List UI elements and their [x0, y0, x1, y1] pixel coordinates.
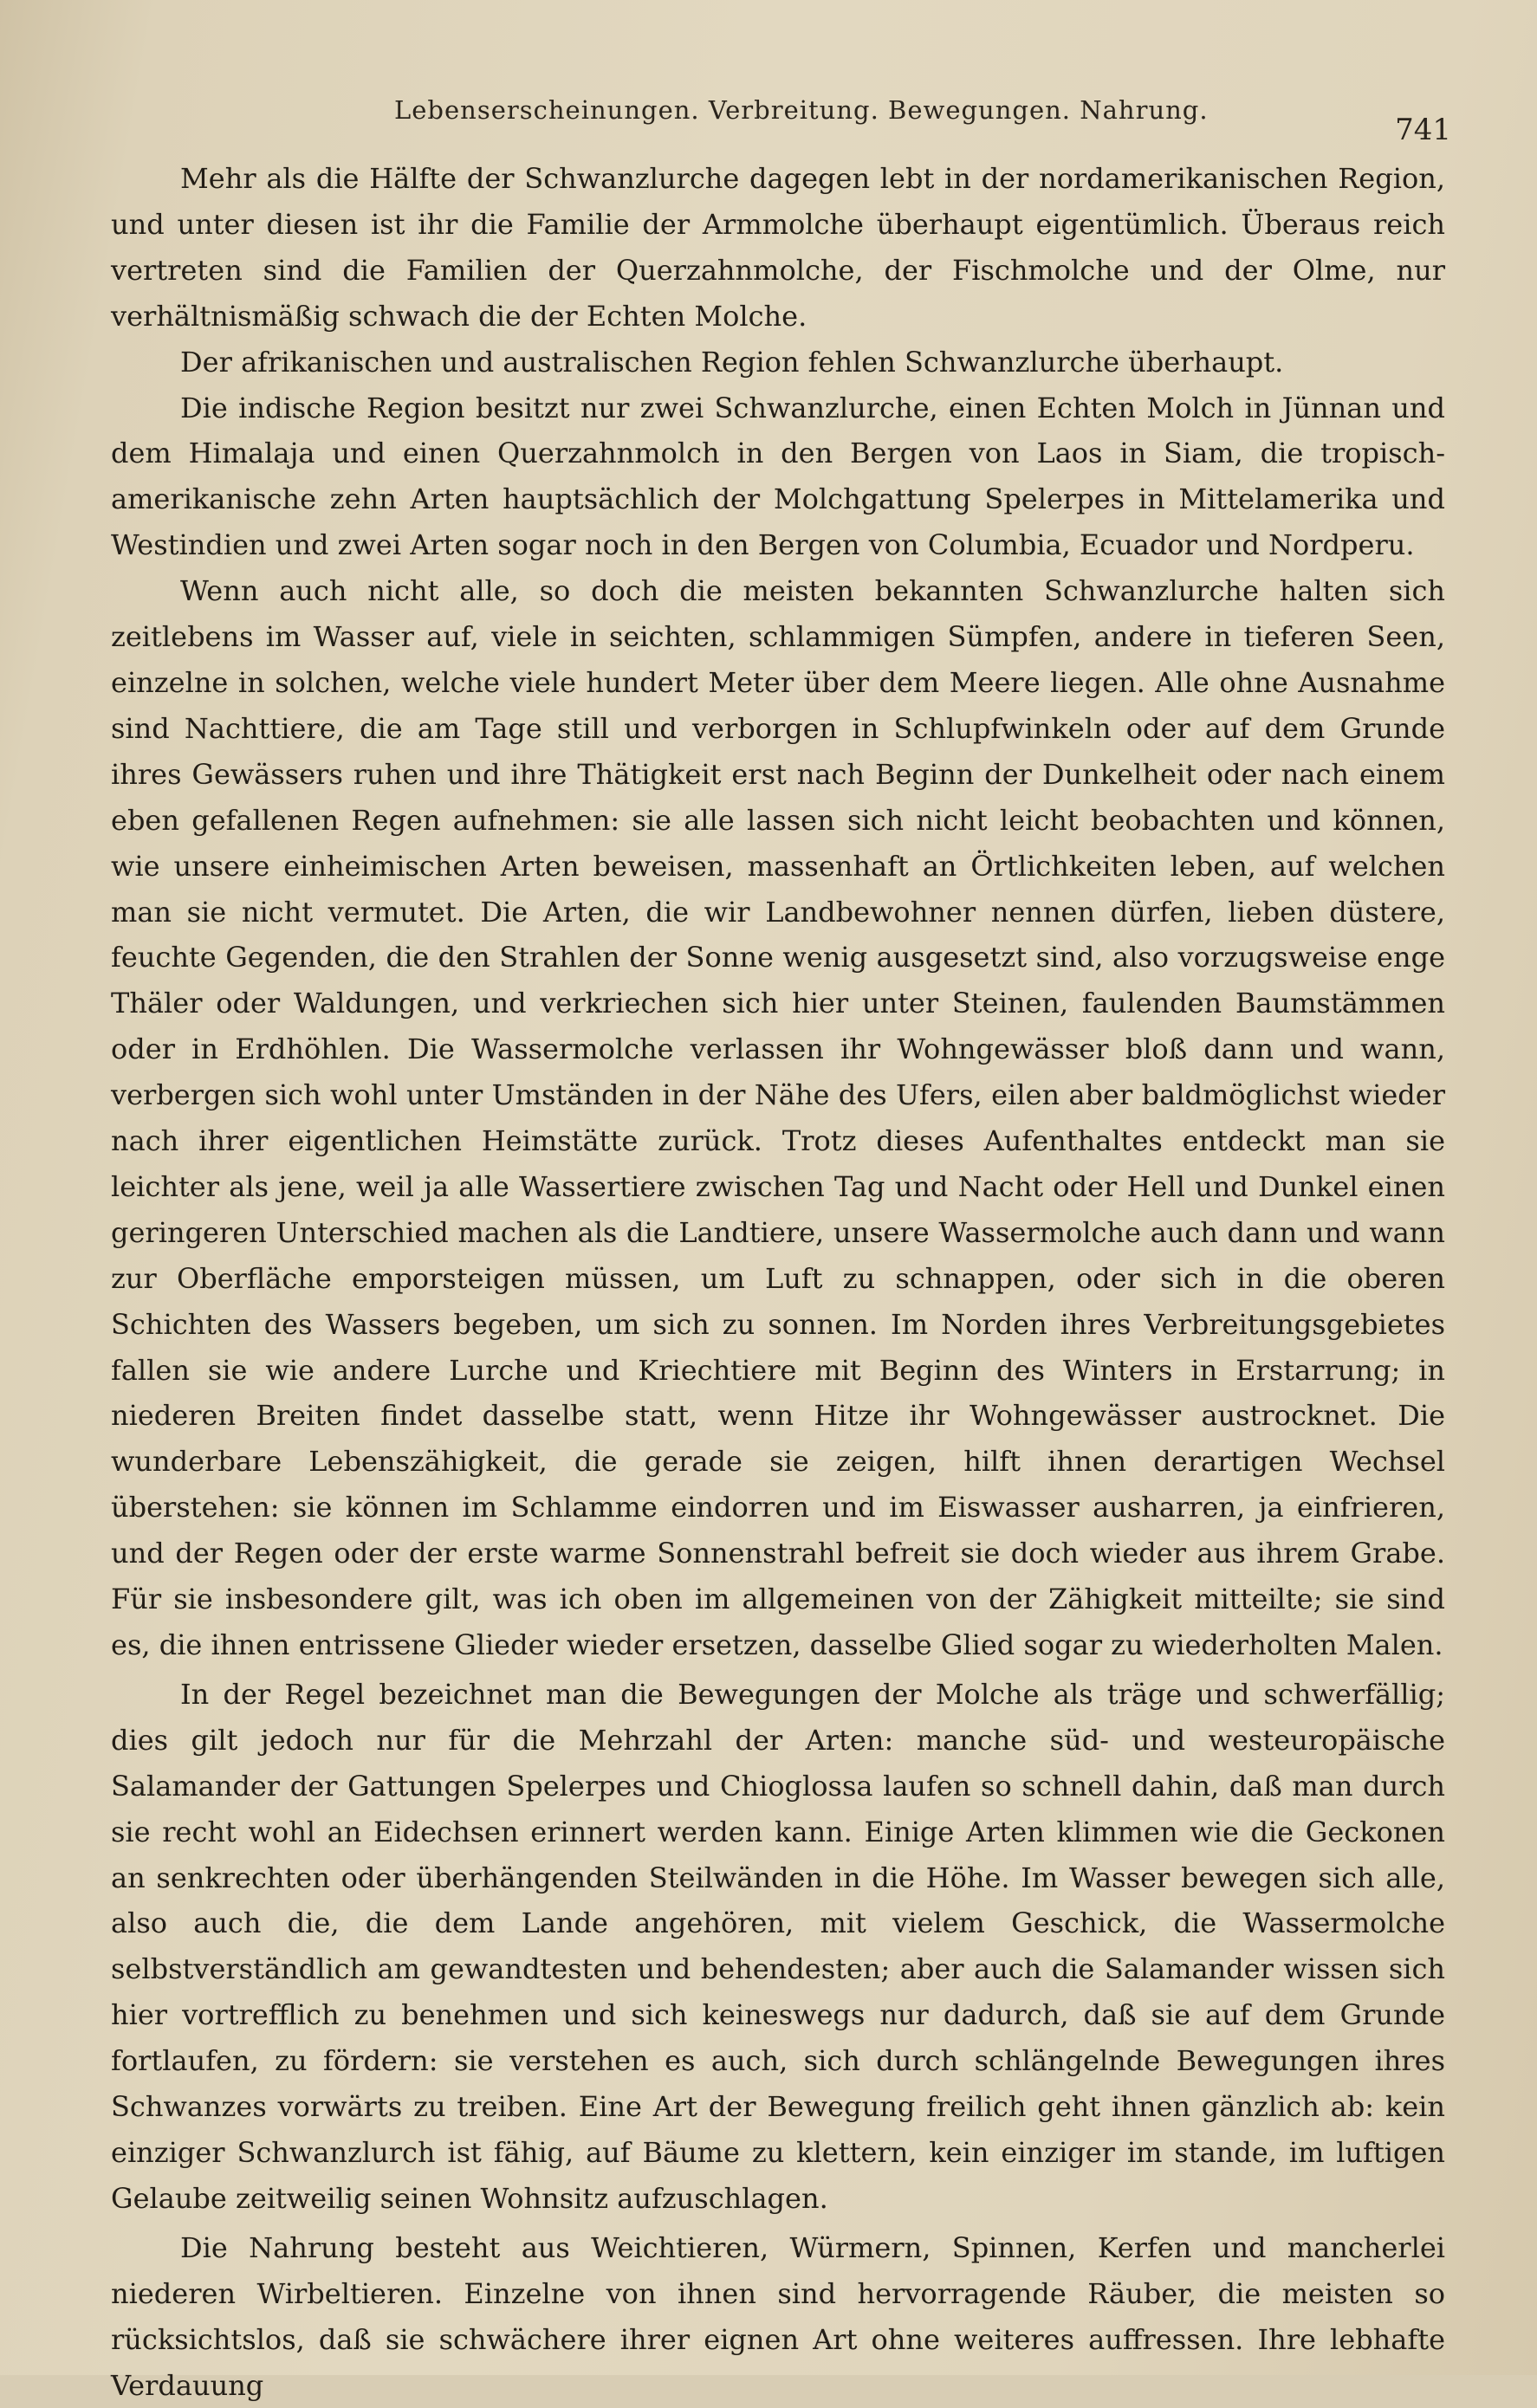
body-text	[111, 156, 1445, 2408]
paragraph-africa-australia: Der afrikanischen und australischen Region fehlen Schwanzlurche überhaupt.	[180, 345, 1284, 379]
paragraph-distribution-north-america: Mehr als die Hälfte der Schwanzlurche dagegen lebt in der nordamerikanischen Region, und unter diesen ist ihr die Familie der Armmolche überhaupt eigentümlich. Überaus reich vertreten sind die Familien der Querzahnmolche, der Fischmolche und der Olme, nur verhältnismäßig schwach die der Echten Molche.	[111, 162, 1445, 333]
running-head: Lebenserscheinungen. Verbreitung. Bewegungen. Nahrung.	[394, 95, 1209, 125]
paragraph-indian-region: Die indische Region besitzt nur zwei Schwanzlurche, einen Echten Molch in Jünnan und dem Himalaja und einen Querzahnmolch in den Bergen von Laos in Siam, die tropisch-amerikanische zehn Arten hauptsächlich der Molchgattung Spelerpes in Mittelamerika und Westindien und zwei Arten sogar noch in den Bergen von Columbia, Ecuador und Nordperu.	[111, 391, 1445, 562]
paragraph-food: Die Nahrung besteht aus Weichtieren, Würmern, Spinnen, Kerfen und mancherlei niederen Wirbeltieren. Einzelne von ihnen sind hervorragende Räuber, die meisten so rücksichtslos, daß sie schwächere ihrer eignen Art ohne weiteres auffressen. Ihre lebhafte Verdauung	[111, 2230, 1445, 2402]
page-number: 741	[1395, 113, 1451, 147]
paragraph-habitat: Wenn auch nicht alle, so doch die meisten bekannten Schwanzlurche halten sich zeitlebens im Wasser auf, viele in seichten, schlammigen Sümpfen, andere in tieferen Seen, einzelne in solchen, welche viele hundert Meter über dem Meere liegen. Alle ohne Ausnahme sind Nachttiere, die am Tage still und verborgen in Schlupfwinkeln oder auf dem Grunde ihres Gewässers ruhen und ihre Thätigkeit erst nach Beginn der Dunkelheit oder nach einem eben gefallenen Regen aufnehmen: sie alle lassen sich nicht leicht beobachten und können, wie unsere einheimischen Arten beweisen, massenhaft an Örtlichkeiten leben, auf welchen man sie nicht vermutet. Die Arten, die wir Landbewohner nennen dürfen, lieben düstere, feuchte Gegenden, die den Strahlen der Sonne wenig ausgesetzt sind, also vorzugsweise enge Thäler oder Waldungen, und verkriechen sich hier unter Steinen, faulenden Baumstämmen oder in Erdhöhlen. Die Wassermolche verlassen ihr Wohngewässer bloß dann und wann, verbergen sich wohl unter Umständen in der Nähe des Ufers, eilen aber baldmöglichst wieder nach ihrer eigentlichen Heimstätte zurück. Trotz dieses Aufenthaltes entdeckt man sie leichter als jene, weil ja alle Wassertiere zwischen Tag und Nacht oder Hell und Dunkel einen geringeren Unterschied machen als die Landtiere, unsere Wassermolche auch dann und wann zur Oberfläche emporsteigen müssen, um Luft zu schnappen, oder sich in die oberen Schichten des Wassers begeben, um sich zu sonnen. Im Norden ihres Verbreitungsgebietes fallen sie wie andere Lurche und Kriechtiere mit Beginn des Winters in Erstarrung; in niederen Breiten findet dasselbe statt, wenn Hitze ihr Wohngewässer austrocknet. Die wunderbare Lebenszähigkeit, die gerade sie zeigen, hilft ihnen derartigen Wechsel überstehen: sie können im Schlamme eindorren und im Eiswasser ausharren, ja einfrieren, und der Regen oder der erste warme Sonnenstrahl befreit sie doch wieder aus ihrem Grabe. Für sie insbesondere gilt, was ich oben im allgemeinen von der Zähigkeit mitteilte; sie sind es, die ihnen entrissene Glieder wieder ersetzen, dasselbe Glied sogar zu wiederholten Malen.	[111, 574, 1445, 1661]
page-header	[394, 87, 1451, 147]
paragraph-movements: In der Regel bezeichnet man die Bewegungen der Molche als träge und schwerfällig; dies gilt jedoch nur für die Mehrzahl der Arten: manche süd- und westeuropäische Salamander der Gattungen Spelerpes und Chioglossa laufen so schnell dahin, daß man durch sie recht wohl an Eidechsen erinnert werden kann. Einige Arten klimmen wie die Geckonen an senkrechten oder überhängenden Steilwänden in die Höhe. Im Wasser bewegen sich alle, also auch die, die dem Lande angehören, mit vielem Geschick, die Wassermolche selbstverständlich am gewandtesten und behendesten; aber auch die Salamander wissen sich hier vortrefflich zu benehmen und sich keineswegs nur dadurch, daß sie auf dem Grunde fortlaufen, zu fördern: sie verstehen es auch, sich durch schlängelnde Bewegungen ihres Schwanzes vorwärts zu treiben. Eine Art der Bewegung freilich geht ihnen gänzlich ab: kein einziger Schwanzlurch ist fähig, auf Bäume zu klettern, kein einziger im stande, im luftigen Gelaube zeitweilig seinen Wohnsitz aufzuschlagen.	[111, 1677, 1445, 2215]
